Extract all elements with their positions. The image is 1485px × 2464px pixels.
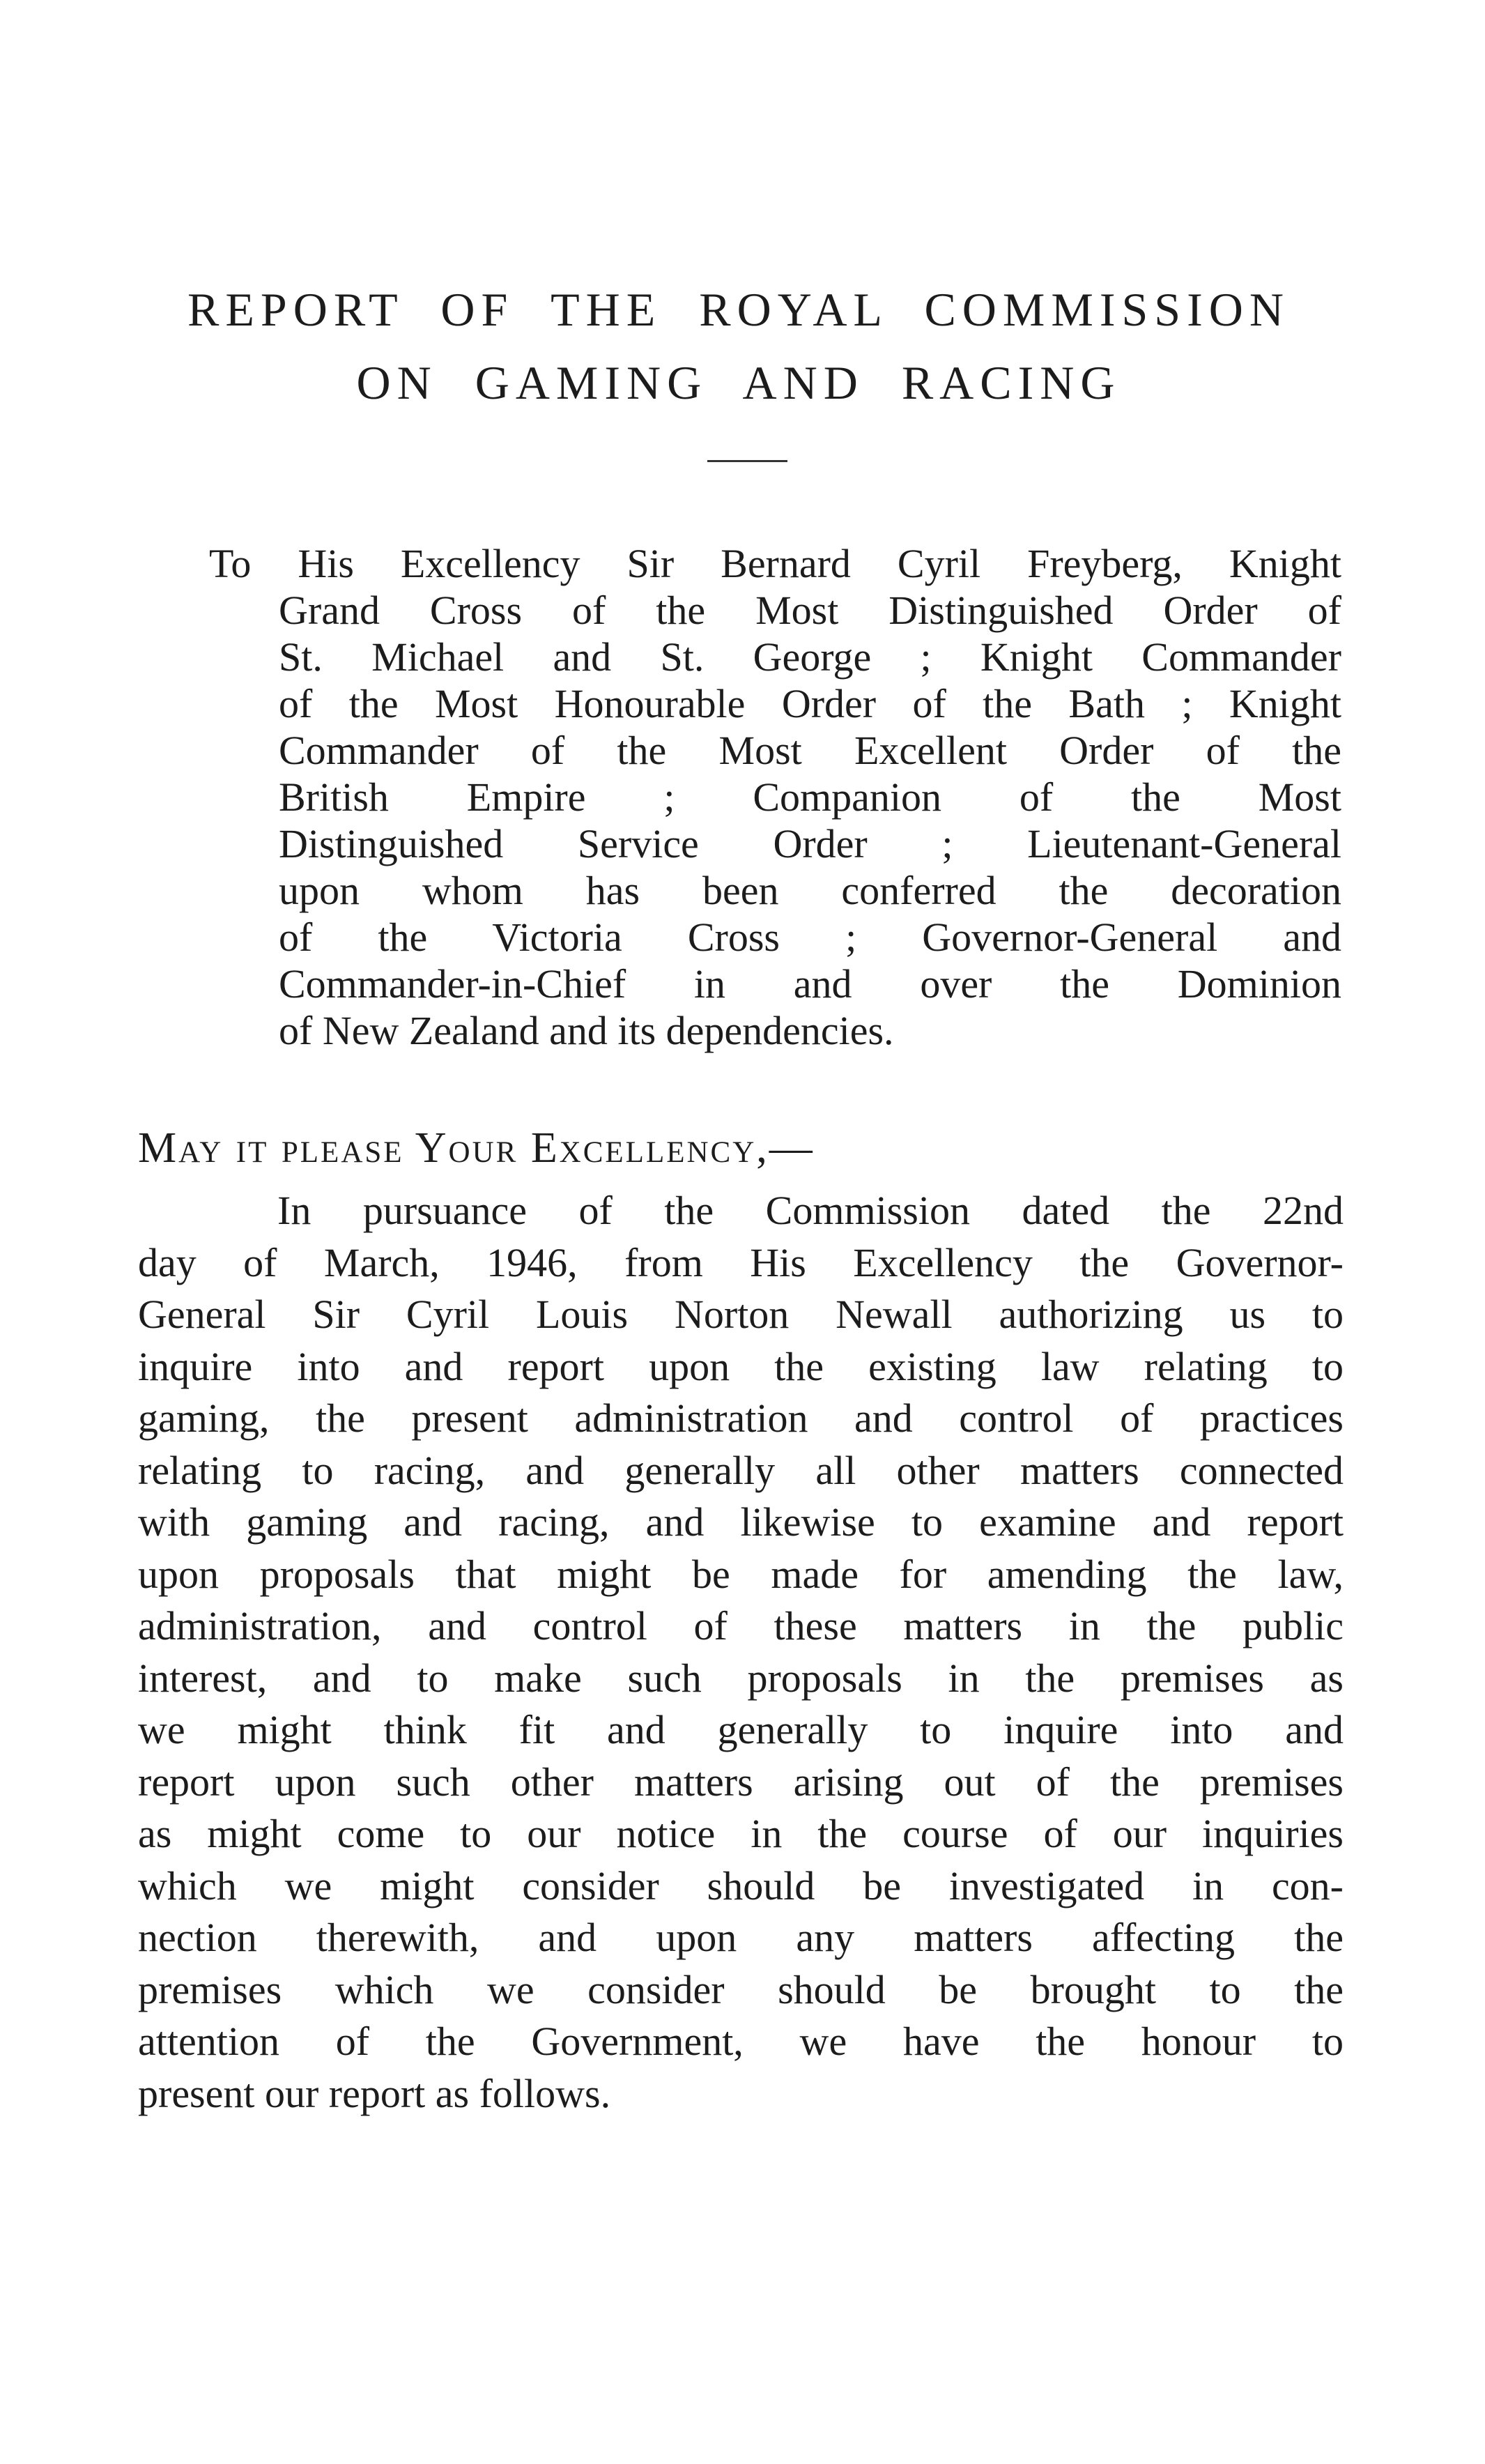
body-line: relating to racing, and generally all other matters connected	[138, 1447, 1344, 1493]
body-line: nection therewith, and upon any matters affecting the	[138, 1915, 1344, 1960]
address-line: of the Victoria Cross ; Governor-General and	[279, 915, 1341, 960]
salutation: May it please Your Excellency,—	[138, 1124, 815, 1172]
body-line: inquire into and report upon the existing law relating to	[138, 1343, 1344, 1389]
body-line: as might come to our notice in the course of our inquiries	[138, 1811, 1344, 1856]
body-line: report upon such other matters arising out of the premises	[138, 1759, 1344, 1805]
body-line: attention of the Government, we have the honour to	[138, 2019, 1344, 2064]
body-line: administration, and control of these matters in the public	[138, 1603, 1344, 1648]
body-line: interest, and to make such proposals in the premises as	[138, 1655, 1344, 1701]
body-line: premises which we consider should be brought to the	[138, 1966, 1344, 2012]
body-line: gaming, the present administration and control of practices	[138, 1395, 1344, 1441]
address-line: Distinguished Service Order ; Lieutenant-General	[279, 821, 1341, 866]
title-divider	[707, 460, 787, 462]
address-line: Commander of the Most Excellent Order of the	[279, 728, 1341, 773]
address-line: St. Michael and St. George ; Knight Commander	[279, 634, 1341, 680]
body-line: with gaming and racing, and likewise to examine and report	[138, 1499, 1344, 1545]
address-line: Grand Cross of the Most Distinguished Order of	[279, 588, 1341, 633]
body-line: present our report as follows.	[138, 2070, 611, 2116]
body-line: which we might consider should be investigated in con-	[138, 1862, 1344, 1908]
address-line: To His Excellency Sir Bernard Cyril Freyberg, Knight	[209, 541, 1341, 586]
address-line: British Empire ; Companion of the Most	[279, 774, 1341, 820]
body-line: upon proposals that might be made for amending the law,	[138, 1551, 1344, 1597]
body-line: day of March, 1946, from His Excellency the Governor-	[138, 1239, 1344, 1285]
address-line: upon whom has been conferred the decoration	[279, 868, 1341, 913]
address-line: of New Zealand and its dependencies.	[279, 1008, 894, 1053]
address-line: Commander-in-Chief in and over the Dominion	[279, 961, 1341, 1007]
body-line: we might think fit and generally to inquire into and	[138, 1707, 1344, 1752]
address-line: of the Most Honourable Order of the Bath ; Knight	[279, 681, 1341, 726]
body-line: General Sir Cyril Louis Norton Newall authorizing us to	[138, 1292, 1344, 1337]
dedication-address	[209, 540, 1341, 1054]
report-title-line-1: REPORT OF THE ROYAL COMMISSION	[187, 283, 1290, 336]
report-title-line-2: ON GAMING AND RACING	[356, 356, 1121, 409]
report-body-paragraph	[138, 1185, 1344, 2120]
body-line: In pursuance of the Commission dated the 22nd	[277, 1188, 1344, 1233]
